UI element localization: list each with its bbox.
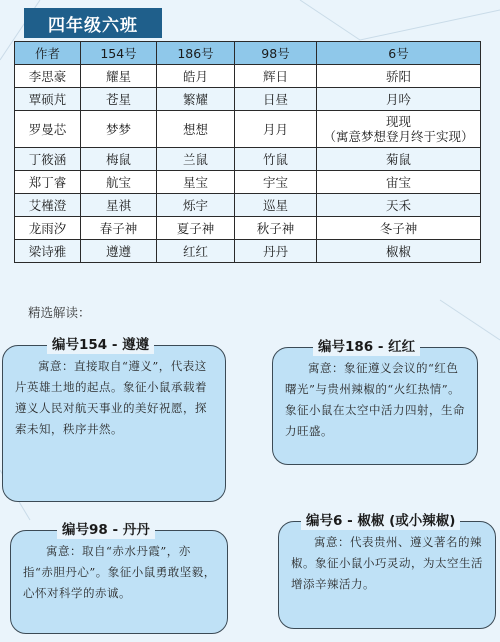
name-cell: 春子神 — [81, 217, 157, 240]
card-title: 编号6 - 椒椒 (或小辣椒) — [301, 512, 460, 530]
card-154 — [2, 337, 226, 502]
name-cell: 想想 — [157, 111, 235, 148]
name-meaning-note: （寓意梦想登月终于实现） — [323, 129, 474, 144]
name-cell: 宇宝 — [235, 171, 317, 194]
card-body: 寓意：代表贵州、遵义著名的辣椒。象征小鼠小巧灵动，为太空生活增添辛辣活力。 — [291, 535, 483, 591]
card-body: 寓意：取自“赤水丹霞”，亦指“赤胆丹心”。象征小鼠勇敢坚毅，心怀对科学的赤诚。 — [23, 544, 216, 600]
name-cell: 星宝 — [157, 171, 235, 194]
name-cell: 夏子神 — [157, 217, 235, 240]
card-body: 寓意：直接取自“遵义”，代表这片英雄土地的起点。象征小鼠承载着遵义人民对航天事业的美好祝愿，探索未知，秩序井然。 — [15, 359, 207, 436]
table-row — [15, 111, 481, 148]
card-6 — [278, 513, 496, 629]
name-cell: 月月 — [235, 111, 317, 148]
name-cell: 苍星 — [81, 88, 157, 111]
name-cell: 耀星 — [81, 65, 157, 88]
name-cell: 天禾 — [317, 194, 481, 217]
name-cell: 宙宝 — [317, 171, 481, 194]
name-cell: 菊鼠 — [317, 148, 481, 171]
card-186 — [272, 339, 478, 465]
author-cell: 艾槿澄 — [15, 194, 81, 217]
name-cell: 巡星 — [235, 194, 317, 217]
author-cell: 李思豪 — [15, 65, 81, 88]
names-table — [14, 41, 481, 263]
header-98: 98号 — [235, 42, 317, 65]
table-row — [15, 217, 481, 240]
name-cell: 月吟 — [317, 88, 481, 111]
header-186: 186号 — [157, 42, 235, 65]
table-row — [15, 88, 481, 111]
name-cell: 皓月 — [157, 65, 235, 88]
name-cell: 兰鼠 — [157, 148, 235, 171]
name-cell: 骄阳 — [317, 65, 481, 88]
table-row — [15, 240, 481, 263]
table-row — [15, 194, 481, 217]
name-cell: 繁耀 — [157, 88, 235, 111]
name-cell: 辉日 — [235, 65, 317, 88]
name-cell: 红红 — [157, 240, 235, 263]
card-title: 编号154 - 遵遵 — [47, 336, 154, 354]
name-cell: 航宝 — [81, 171, 157, 194]
name-cell: 丹丹 — [235, 240, 317, 263]
name-cell: 遵遵 — [81, 240, 157, 263]
name-cell — [317, 111, 481, 148]
name-cell: 秋子神 — [235, 217, 317, 240]
name-cell: 竹鼠 — [235, 148, 317, 171]
card-body: 寓意：象征遵义会议的“红色曙光”与贵州辣椒的“火红热情”。象征小鼠在太空中活力四射，生命力旺盛。 — [285, 361, 465, 438]
header-6: 6号 — [317, 42, 481, 65]
name-cell: 冬子神 — [317, 217, 481, 240]
header-author: 作者 — [15, 42, 81, 65]
author-cell: 覃硕芃 — [15, 88, 81, 111]
section-label: 精选解读： — [28, 305, 91, 320]
author-cell: 梁诗雅 — [15, 240, 81, 263]
class-title: 四年级六班 — [24, 8, 162, 38]
card-98 — [10, 522, 228, 634]
author-cell: 龙雨汐 — [15, 217, 81, 240]
card-title: 编号186 - 红红 — [313, 338, 420, 356]
card-title: 编号98 - 丹丹 — [57, 521, 155, 539]
name-cell: 梦梦 — [81, 111, 157, 148]
author-cell: 罗曼芯 — [15, 111, 81, 148]
author-cell: 郑丁睿 — [15, 171, 81, 194]
name-cell: 星祺 — [81, 194, 157, 217]
name-cell: 烁宇 — [157, 194, 235, 217]
author-cell: 丁筱涵 — [15, 148, 81, 171]
table-row — [15, 148, 481, 171]
name-cell: 日昼 — [235, 88, 317, 111]
table-row — [15, 171, 481, 194]
name-cell: 梅鼠 — [81, 148, 157, 171]
name-value: 现现 — [385, 114, 411, 129]
table-header-row — [15, 42, 481, 65]
table-row — [15, 65, 481, 88]
header-154: 154号 — [81, 42, 157, 65]
name-cell: 椒椒 — [317, 240, 481, 263]
